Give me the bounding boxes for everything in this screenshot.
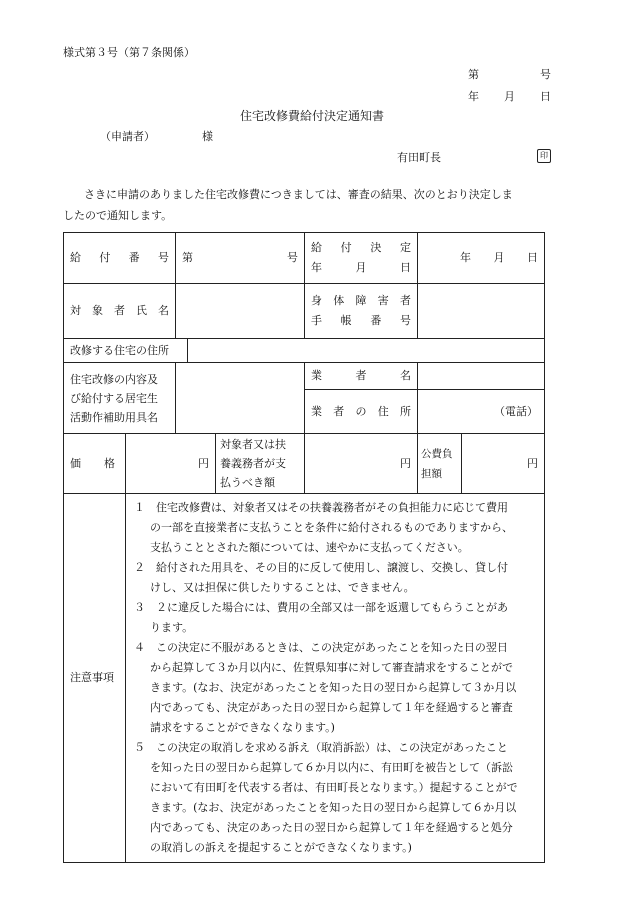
price-label (64, 434, 126, 494)
date-day: 日 (540, 90, 551, 103)
label-char: の (355, 404, 367, 418)
payer-label-line: 払うべき額 (220, 476, 275, 489)
label-char: 名 (400, 369, 411, 382)
vendor-address-field[interactable] (418, 390, 545, 434)
date-year: 年 (460, 251, 471, 264)
note-line (134, 558, 538, 578)
payer-amount-field[interactable] (305, 434, 418, 494)
note-text: 給付された用具を、その目的に反して使用し、譲渡し、交換し、貸し付 (145, 561, 508, 574)
note-line: 支払うこととされた額については、速やかに支払ってください。 (150, 541, 469, 554)
doc-no-prefix: 第 (468, 68, 479, 81)
note-line: 内であっても、決定のあった日の翌日から起算して１年を経過すると処分 (150, 821, 513, 834)
document-title: 住宅改修費給付決定通知書 (240, 109, 385, 123)
public-share-field[interactable] (462, 434, 545, 494)
label-char: 年 (311, 261, 322, 274)
form-id: 様式第３号（第７条関係） (63, 46, 195, 59)
note-line (134, 498, 538, 518)
note-line: ります。 (150, 621, 194, 634)
note-line: において有田町を代表する者は、有田町長となります。）提起することがで (150, 781, 518, 794)
note-line: を知った日の翌日から起算して６か月以内に、有田町を被告として（訴訟 (150, 761, 513, 774)
grant-no-suffix: 号 (287, 251, 298, 264)
note-text: この決定の取消しを求める訴え（取消訴訟）は、この決定があったこと (145, 741, 508, 754)
disability-cert-field[interactable] (418, 284, 545, 339)
label-char: 付 (99, 251, 111, 264)
note-line (134, 738, 538, 758)
issuer-name: 有田町長 (397, 151, 441, 164)
note-number: ３ (134, 601, 145, 614)
label-char: 所 (400, 404, 411, 418)
decision-date-label (305, 233, 418, 284)
grant-number-field[interactable] (176, 233, 305, 284)
note-text: この決定に不服があるときは、この決定があったことを知った日の翌日 (145, 641, 508, 654)
label-char: 給 (70, 251, 81, 264)
payer-label-line: 対象者又は扶 (220, 438, 286, 451)
notes-content (126, 494, 545, 863)
label-char: 身 (311, 294, 322, 307)
label-char: 住 (377, 404, 389, 418)
label-char: 象 (92, 304, 103, 317)
content-field[interactable] (176, 363, 305, 434)
payer-amount-label (216, 434, 305, 494)
label-char: 手 (311, 314, 322, 327)
vendor-address-label (305, 390, 418, 434)
label-char: 業 (311, 404, 322, 418)
note-number: ５ (134, 741, 145, 754)
content-label (64, 363, 176, 434)
label-char: 日 (400, 261, 411, 274)
label-char: 格 (104, 456, 115, 470)
label-char: 害 (377, 294, 389, 307)
intro-line-1: さきに申請のありました住宅改修費につきましては、審査の結果、次のとおり決定しま (84, 188, 513, 201)
note-text: 住宅改修費は、対象者又はその扶養義務者がその負担能力に応じて費用 (145, 501, 508, 514)
doc-no-suffix: 号 (540, 68, 551, 81)
intro-line-2: したので通知します。 (63, 209, 173, 222)
grant-no-prefix: 第 (182, 251, 193, 264)
label-char: 定 (399, 241, 411, 254)
note-line: きます。(なお、決定があったことを知った日の翌日から起算して６か月以 (150, 801, 517, 814)
note-text: ２に違反した場合には、費用の全部又は一部を返還してもらうことがあ (145, 601, 508, 614)
label-char: 対 (70, 304, 81, 317)
note-number: １ (134, 501, 145, 514)
label-char: 者 (355, 369, 367, 382)
disability-cert-label (305, 284, 418, 339)
applicant-honorific: 様 (202, 130, 213, 143)
date-year: 年 (468, 90, 479, 103)
grant-number-label (64, 233, 176, 284)
label-char: 者 (333, 404, 345, 418)
vendor-name-field[interactable] (418, 363, 545, 390)
label-char: 決 (370, 241, 382, 254)
date-month: 月 (493, 251, 505, 264)
form-table (63, 232, 545, 863)
label-char: 価 (70, 456, 81, 470)
label-char: 給 (311, 241, 322, 254)
label-char: 月 (355, 261, 367, 274)
decision-date-field[interactable] (418, 233, 545, 284)
label-char: 業 (311, 369, 322, 382)
payer-label-line: 養義務者が支 (220, 457, 286, 470)
note-line (134, 638, 538, 658)
note-item (134, 638, 538, 738)
label-char: 付 (340, 241, 352, 254)
date-day: 日 (527, 251, 538, 264)
price-field[interactable] (126, 434, 216, 494)
note-line: 内であっても、決定があった日の翌日から起算して１年を経過すると審査 (150, 701, 513, 714)
note-line: から起算して３か月以内に、佐賀県知事に対して審査請求をすることがで (150, 661, 513, 674)
label-char: 帳 (340, 314, 352, 327)
note-item (134, 598, 538, 638)
seal-stamp: 印 (537, 149, 551, 163)
public-share-label: 公費負担額 (418, 434, 462, 494)
note-line: 請求をすることができなくなります。) (150, 721, 335, 734)
note-item (134, 738, 538, 858)
notes-label: 注意事項 (64, 494, 126, 863)
label-char: 号 (157, 251, 169, 264)
note-line: きます。(なお、決定があったことを知った日の翌日から起算して３か月以 (150, 681, 517, 694)
subject-name-field[interactable] (176, 284, 305, 339)
subject-name-label (64, 284, 176, 339)
yen-unit: 円 (198, 456, 209, 470)
note-line: の取消しの訴えを提起することができなくなります。) (150, 841, 412, 854)
yen-unit: 円 (400, 456, 411, 470)
date-month: 月 (504, 90, 515, 103)
label-char: 番 (128, 251, 140, 264)
note-number: ４ (134, 641, 145, 654)
label-char: 者 (400, 294, 411, 307)
address-label: 改修する住宅の住所 (64, 339, 188, 363)
note-number: ２ (134, 561, 145, 574)
label-char: 氏 (136, 304, 147, 317)
label-char: 障 (355, 294, 367, 307)
note-item (134, 558, 538, 598)
phone-label: （電話） (494, 404, 538, 418)
content-label-line: 活動作補助用具名 (70, 410, 158, 424)
label-char: 号 (399, 314, 411, 327)
vendor-name-label (305, 363, 418, 390)
content-label-line: 住宅改修の内容及 (70, 372, 158, 386)
applicant-label: （申請者） (100, 130, 155, 143)
yen-unit: 円 (527, 456, 538, 470)
label-char: 番 (370, 314, 382, 327)
address-field[interactable] (188, 339, 545, 363)
note-line (134, 598, 538, 618)
issuer-seal (537, 148, 551, 163)
note-item (134, 498, 538, 558)
content-label-line: び給付する居宅生 (70, 391, 158, 405)
note-line: の一部を直接業者に支払うことを条件に給付されるものでありますから、 (150, 521, 513, 534)
note-line: けし、又は担保に供したりすることは、できません。 (150, 581, 415, 594)
label-char: 体 (333, 294, 345, 307)
label-char: 者 (114, 304, 125, 317)
label-char: 名 (158, 304, 169, 317)
